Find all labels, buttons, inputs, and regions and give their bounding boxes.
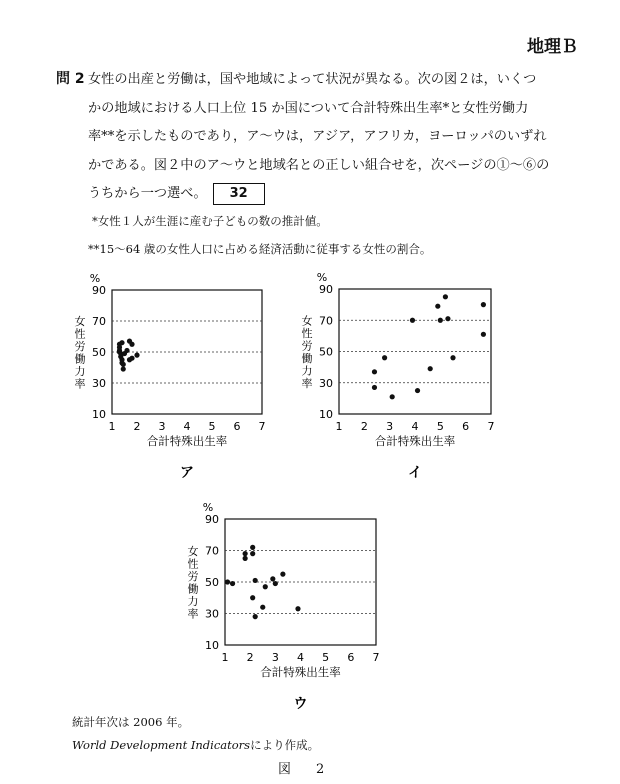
y-tick-label: 90	[92, 284, 106, 297]
data-point	[481, 302, 486, 307]
y-axis-label-char: 労	[74, 339, 86, 353]
question-line: 女性の出産と労働は，国や地域によって状況が異なる。次の図２は，いくつ	[88, 72, 537, 87]
y-tick-label: 50	[319, 345, 333, 359]
data-point	[435, 304, 440, 309]
data-point	[372, 385, 377, 390]
y-tick-label: 30	[205, 607, 219, 621]
question-line: 率**を示したものであり，ア～ウは，アジア，アフリカ，ヨーロッパのいずれ	[88, 129, 547, 144]
y-axis-label-char: 女	[187, 544, 199, 558]
question-line-text: うちから一つ選べ。	[88, 186, 207, 201]
x-tick-label: 3	[271, 651, 279, 664]
y-unit-label: %	[202, 501, 214, 514]
x-tick-label: 7	[372, 651, 380, 664]
data-point	[230, 581, 235, 586]
data-point	[428, 366, 433, 371]
x-tick-label: 2	[360, 420, 368, 433]
x-tick-label: 2	[246, 651, 254, 664]
data-point	[382, 355, 387, 360]
subject-title: 地理Ｂ	[527, 37, 578, 57]
y-axis-label-char: 労	[301, 339, 313, 353]
data-point	[250, 551, 255, 556]
x-tick-label: 3	[386, 420, 394, 433]
y-tick-label: 90	[205, 513, 219, 526]
data-point	[127, 357, 132, 362]
y-axis-label-char: 労	[187, 569, 199, 583]
data-point	[225, 579, 230, 584]
data-point	[253, 614, 258, 619]
data-point	[295, 606, 300, 611]
y-axis-label-char: 率	[74, 377, 86, 391]
source-title: World Development Indicators	[72, 738, 251, 752]
y-axis-label-char: 力	[187, 594, 199, 608]
data-point	[250, 545, 255, 550]
x-tick-label: 5	[322, 651, 330, 664]
scatter-chart-u	[188, 501, 380, 712]
y-axis-label-char: 女	[74, 314, 86, 328]
note-fertility: *女性１人が生涯に産む子どもの数の推計値。	[92, 214, 328, 228]
data-point	[260, 605, 265, 610]
data-point	[372, 369, 377, 374]
question-line: かの地域における人口上位 15 か国について合計特殊出生率*と女性労働力	[88, 100, 529, 116]
data-point	[438, 318, 443, 323]
y-tick-label: 70	[319, 314, 333, 328]
scatter-chart-a	[75, 272, 266, 481]
x-tick-label: 5	[208, 420, 216, 433]
y-axis-label-char: 力	[74, 364, 86, 378]
y-axis-label-char: 力	[301, 364, 313, 378]
data-point	[445, 316, 450, 321]
question-line: かである。図２中のア～ウと地域名との正しい組合せを，次ページの①～⑥の	[88, 157, 550, 173]
y-axis-label-char: 働	[187, 582, 199, 596]
y-axis-label-char: 性	[187, 557, 199, 571]
data-point	[270, 576, 275, 581]
data-point	[243, 556, 248, 561]
y-tick-label: 30	[92, 377, 106, 390]
y-axis-label-char: 女	[301, 314, 313, 328]
data-point	[273, 581, 278, 586]
x-tick-label: 7	[487, 420, 495, 433]
x-tick-label: 5	[436, 420, 444, 433]
data-point	[119, 340, 124, 345]
panel-label: ウ	[293, 696, 308, 712]
x-tick-label: 6	[347, 651, 355, 664]
data-point	[129, 342, 134, 347]
x-tick-label: 1	[108, 420, 116, 433]
y-tick-label: 30	[319, 376, 333, 390]
data-point	[443, 294, 448, 299]
year-note: 統計年次は 2006 年。	[72, 715, 190, 729]
x-tick-label: 7	[258, 420, 266, 433]
scatter-chart-i	[302, 271, 495, 481]
source-note	[72, 737, 319, 753]
x-tick-label: 1	[335, 420, 343, 433]
y-tick-label: 90	[319, 283, 333, 296]
question-number: 問 2	[56, 71, 85, 87]
data-point	[410, 318, 415, 323]
data-point	[263, 584, 268, 589]
data-point	[121, 362, 126, 367]
panel-label: イ	[408, 465, 422, 481]
answer-box: 32	[213, 183, 265, 205]
source-suffix: により作成。	[250, 738, 320, 752]
data-point	[390, 394, 395, 399]
y-unit-label: %	[89, 272, 101, 285]
data-point	[450, 355, 455, 360]
data-point	[243, 551, 248, 556]
x-tick-label: 4	[183, 420, 191, 433]
y-tick-label: 50	[92, 346, 106, 359]
data-point	[415, 388, 420, 393]
y-tick-label: 10	[205, 639, 219, 652]
data-point	[121, 366, 126, 371]
y-axis-label-char: 性	[74, 327, 86, 341]
data-point	[481, 332, 486, 337]
y-axis-label-char: 率	[187, 607, 199, 621]
data-point	[134, 353, 139, 358]
x-axis-label: 合計特殊出生率	[146, 434, 228, 448]
x-tick-label: 1	[221, 651, 229, 664]
panel-label: ア	[180, 465, 194, 481]
x-tick-label: 4	[411, 420, 419, 433]
y-axis-label-char: 率	[301, 376, 313, 390]
data-point	[124, 348, 129, 353]
y-tick-label: 70	[92, 315, 106, 328]
x-tick-label: 2	[133, 420, 141, 433]
y-tick-label: 50	[205, 576, 219, 589]
x-tick-label: 6	[462, 420, 470, 433]
y-tick-label: 10	[319, 408, 333, 421]
x-axis-label: 合計特殊出生率	[260, 665, 341, 679]
x-axis-label: 合計特殊出生率	[374, 434, 456, 448]
y-tick-label: 10	[92, 408, 106, 421]
y-axis-label-char: 性	[301, 326, 313, 340]
data-point	[253, 578, 258, 583]
x-tick-label: 6	[233, 420, 241, 433]
figure-caption: 図 2	[278, 762, 331, 777]
plot-frame	[112, 290, 262, 414]
x-tick-label: 3	[158, 420, 166, 433]
data-point	[280, 572, 285, 577]
y-axis-label-char: 働	[301, 351, 313, 365]
y-tick-label: 70	[205, 544, 219, 558]
y-axis-label-char: 働	[74, 352, 86, 366]
note-labor: **15～64 歳の女性人口に占める経済活動に従事する女性の割合。	[88, 242, 432, 256]
x-tick-label: 4	[297, 651, 304, 664]
data-point	[250, 595, 255, 600]
y-unit-label: %	[316, 271, 328, 284]
